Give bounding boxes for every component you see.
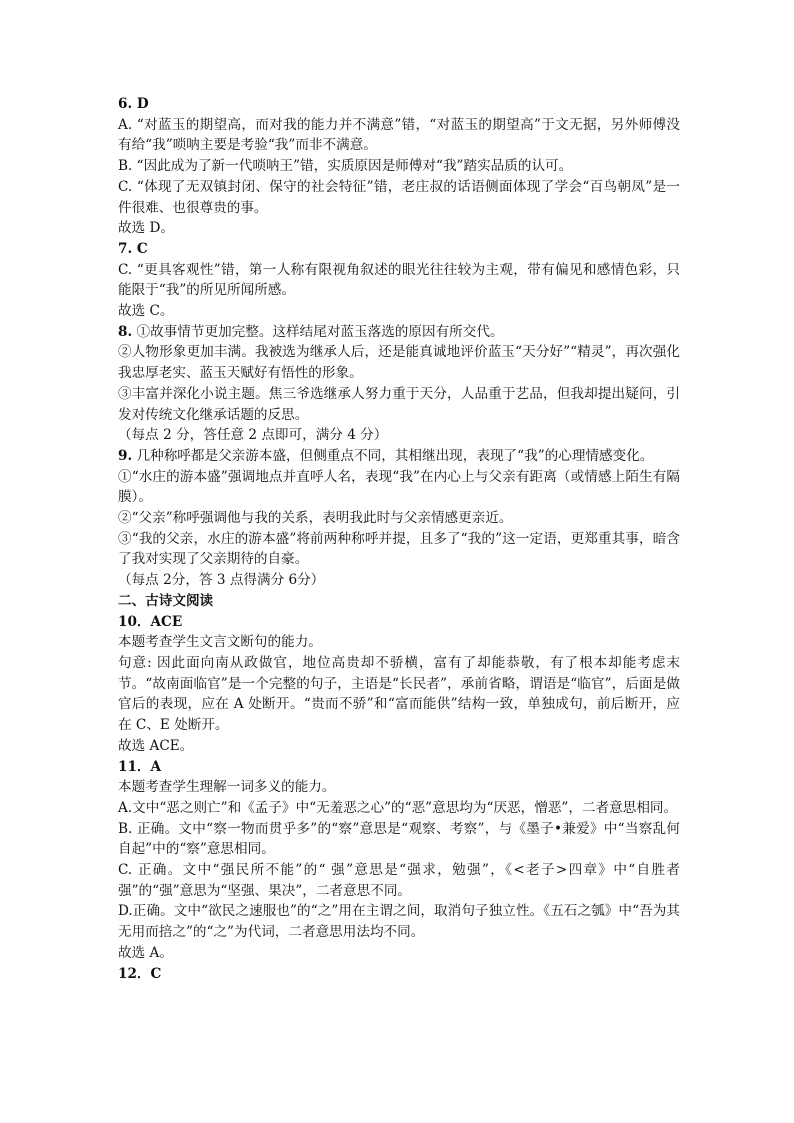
explanation-paragraph: 故选 C。: [118, 303, 174, 320]
explanation-paragraph: B. “因此成为了新一代唢呐王”错，实质原因是师傅对“我”踏实品质的认可。: [118, 158, 573, 175]
question-answer-line: [118, 757, 680, 778]
explanation-paragraph: C. “体现了无双镇封闭、保守的社会特征”错，老庄叔的话语侧面体现了学会“百鸟朝凤”是一件很难、也很尊贵的事。: [118, 178, 680, 216]
explanation-paragraph: C. 正确。文中“强民所不能”的“ 强”意思是“强求，勉强”，《<老子>四章》中“自胜者强”的“强”意思为“坚强、果决”，二者意思不同。: [118, 862, 680, 899]
question-answer-line: [118, 239, 680, 260]
explanation-paragraph: 句意: 因此面向南从政做官，地位高贵却不骄横，富有了却能恭敬，有了根本却能考虑末节。“故南面临官”是一个完整的句子，主语是“长民者”，承前省略，谓语是“临官”，后面是做官后的表现，应在 A 处断开。“贵而不骄”和“富而能供”结构一致，单独成句，前后断开，应在 C、E 处断开。: [118, 654, 680, 734]
explanation-paragraph: 本题考查学生理解一词多义的能力。: [118, 779, 336, 796]
explanation-paragraph: 本题考查学生文言文断句的能力。: [118, 634, 322, 651]
question-answer-line: [118, 964, 680, 985]
explanation-paragraph: ②“父亲”称呼强调他与我的关系，表明我此时与父亲情感更亲近。: [118, 510, 513, 527]
question-number: 10．ACE: [118, 613, 183, 630]
question-answer-line: [118, 446, 680, 467]
explanation-paragraph: ③“我的父亲，水庄的游本盛”将前两种称呼并提，且多了“我的”这一定语，更郑重其事，暗含了我对实现了父亲期待的自豪。: [118, 530, 680, 568]
explanation-paragraph: 故选 A。: [118, 944, 173, 961]
explanation-paragraph: 故选 ACE。: [118, 737, 194, 754]
question-answer-line: [118, 94, 680, 115]
explanation-paragraph: 故选 D。: [118, 220, 175, 237]
answer-text: ①故事情节更加完整。这样结尾对蓝玉落选的原因有所交代。: [132, 323, 504, 340]
explanation-paragraph: ②人物形象更加丰满。我被选为继承人后，还是能真诚地评价蓝玉“天分好”“精灵”，再次强化我忠厚老实、蓝玉天赋好有悟性的形象。: [118, 344, 680, 382]
question-number: 7. C: [118, 240, 148, 257]
explanation-paragraph: B. 正确。文中“察一物而贯乎多”的“察”意思是“观察、考察”，与《墨子•兼爱》中“当察乱何自起”中的“察”意思相同。: [118, 820, 680, 858]
explanation-paragraph: （每点 2 分，答任意 2 点即可，满分 4 分）: [118, 427, 388, 444]
explanation-paragraph: A.文中“恶之则亡”和《孟子》中“无羞恶之心”的“恶”意思均为“厌恶，憎恶”，二者意思相同。: [118, 799, 678, 816]
question-number: 11．A: [118, 758, 162, 775]
explanation-paragraph: C. “更具客观性”错，第一人称有限视角叙述的眼光往往较为主观，带有偏见和感情色彩，只能限于“我”的所见所闻所感。: [118, 261, 680, 299]
question-answer-line: [118, 612, 680, 633]
question-answer-line: [118, 322, 680, 343]
question-number: 9.: [118, 447, 133, 464]
section-heading: 二、古诗文阅读: [118, 592, 214, 609]
answer-document: [118, 94, 680, 984]
question-number: 6. D: [118, 96, 149, 112]
explanation-paragraph: （每点 2分，答 3 点得满分 6分）: [118, 572, 325, 589]
question-number: 12．C: [118, 965, 162, 982]
explanation-paragraph: ①“水庄的游本盛”强调地点并直呼人名，表现“我”在内心上与父亲有距离（或情感上陌生有隔膜）。: [118, 468, 680, 506]
explanation-paragraph: A. “对蓝玉的期望高，而对我的能力并不满意”错，“对蓝玉的期望高”于文无据，另外师傅没有给“我”唢呐主要是考验“我”而非不满意。: [118, 116, 680, 154]
explanation-paragraph: ③丰富并深化小说主题。焦三爷选继承人努力重于天分，人品重于艺品，但我却提出疑问，引发对传统文化继承话题的反思。: [118, 385, 680, 423]
question-number: 8.: [118, 323, 133, 340]
explanation-paragraph: D.正确。文中“欲民之速服也”的“之”用在主谓之间，取消句子独立性。《五石之瓠》中“吾为其无用而掊之”的“之”为代词，二者意思用法均不同。: [118, 903, 680, 941]
answer-text: 几种称呼都是父亲游本盛，但侧重点不同，其相继出现，表现了“我”的心理情感变化。: [132, 447, 654, 464]
